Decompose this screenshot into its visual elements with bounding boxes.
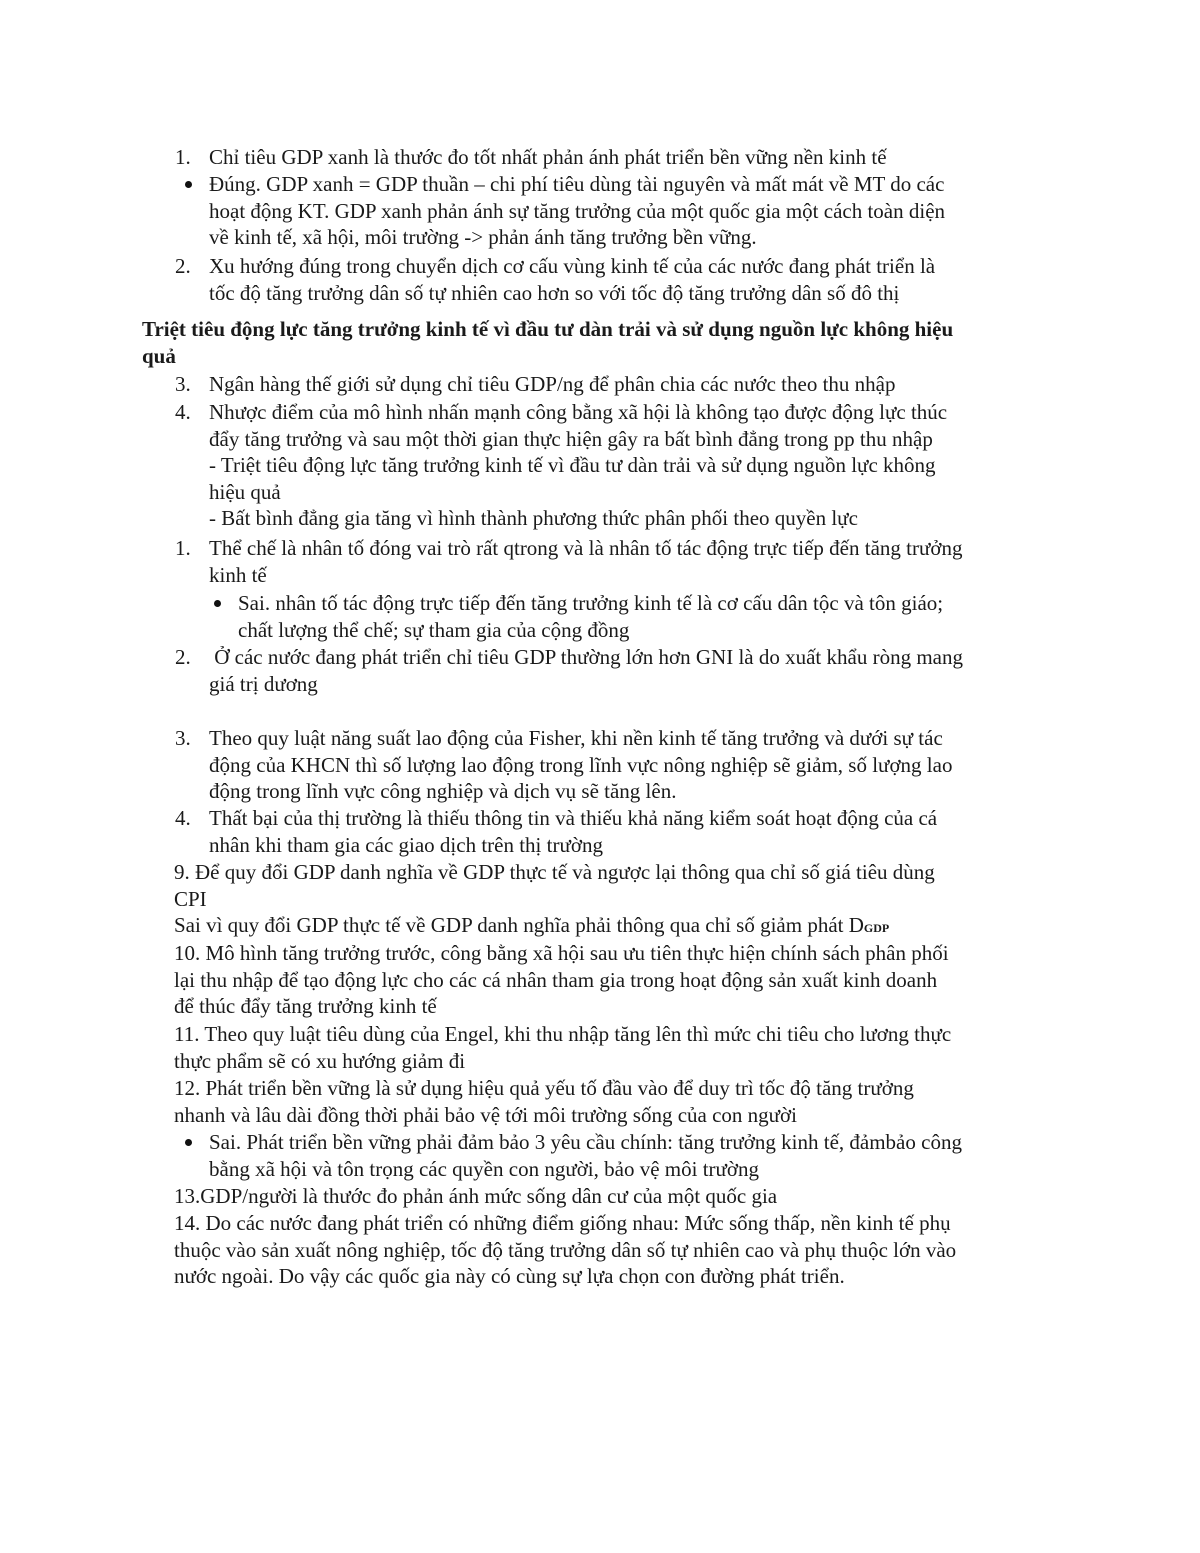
question-11 — [174, 1021, 1069, 1074]
question-6 — [175, 644, 1069, 697]
question-line: tốc độ tăng trưởng dân số tự nhiên cao hơn so với tốc độ tăng trưởng dân số đô thị — [209, 280, 900, 305]
question-9 — [174, 859, 1069, 942]
question-line: 14. Do các nước đang phát triển có những điểm giống nhau: Mức sống thấp, nền kinh tế phụ — [174, 1211, 951, 1235]
bullet-icon — [185, 181, 192, 188]
list-number: 4. — [175, 806, 191, 830]
list-number: 1. — [175, 145, 191, 169]
question-line: 9. Để quy đổi GDP danh nghĩa về GDP thực tế và ngược lại thông qua chỉ số giá tiêu dùng — [174, 860, 935, 884]
list-number: 3. — [175, 372, 191, 396]
question-14 — [174, 1210, 1069, 1290]
question-line: Thất bại của thị trường là thiếu thông tin và thiếu khả năng kiểm soát hoạt động của cá — [209, 806, 938, 830]
answer-line: - Bất bình đẳng gia tăng vì hình thành phương thức phân phối theo quyền lực — [209, 506, 858, 531]
list-number: 3. — [175, 726, 191, 750]
answer-12 — [209, 1129, 1069, 1182]
answer-line: - Triệt tiêu động lực tăng trưởng kinh tế vì đầu tư dàn trải và sử dụng nguồn lực không — [209, 453, 936, 478]
question-line: lại thu nhập để tạo động lực cho các cá nhân tham gia trong hoạt động sản xuất kinh doanh — [174, 967, 938, 992]
answer-1 — [209, 171, 1069, 251]
answer-line: hoạt động KT. GDP xanh phản ánh sự tăng trưởng của một quốc gia một cách toàn diện — [209, 198, 946, 223]
answer-line: chất lượng thể chế; sự tham gia của cộng đồng — [238, 617, 630, 642]
question-13 — [174, 1183, 1069, 1210]
question-10 — [174, 940, 1069, 1020]
question-4 — [175, 399, 1069, 532]
question-7 — [175, 725, 1069, 805]
question-line: Theo quy luật năng suất lao động của Fisher, khi nền kinh tế tăng trưởng và dưới sự tác — [209, 726, 943, 750]
question-line: 12. Phát triển bền vững là sử dụng hiệu quả yếu tố đầu vào để duy trì tốc độ tăng trưởng — [174, 1076, 914, 1100]
answer-line: Sai. nhân tố tác động trực tiếp đến tăng trưởng kinh tế là cơ cấu dân tộc và tôn giáo; — [238, 591, 944, 615]
question-line: Xu hướng đúng trong chuyển dịch cơ cấu vùng kinh tế của các nước đang phát triển là — [209, 254, 936, 278]
question-line: Nhược điểm của mô hình nhấn mạnh công bằng xã hội là không tạo được động lực thúc — [209, 400, 948, 424]
answer-subscript: GDP — [863, 921, 890, 936]
question-line: nước ngoài. Do vậy các quốc gia này có cùng sự lựa chọn con đường phát triển. — [174, 1264, 845, 1289]
list-number: 2. — [175, 645, 191, 669]
question-text: Chỉ tiêu GDP xanh là thước đo tốt nhất phản ánh phát triển bền vững nền kinh tế — [209, 145, 887, 169]
question-text: Ngân hàng thế giới sử dụng chỉ tiêu GDP/ng để phân chia các nước theo thu nhập — [209, 372, 896, 396]
answer-text: Sai vì quy đổi GDP thực tế về GDP danh nghĩa phải thông qua chỉ số giảm phát D — [174, 913, 864, 938]
question-5 — [175, 535, 1069, 588]
question-line: CPI — [174, 886, 207, 911]
answer-line: hiệu quả — [209, 479, 281, 504]
question-line: giá trị dương — [209, 671, 318, 696]
question-line: Thể chế là nhân tố đóng vai trò rất qtrong và là nhân tố tác động trực tiếp đến tăng trưởng — [209, 536, 963, 560]
heading-line: Triệt tiêu động lực tăng trưởng kinh tế vì đầu tư dàn trải và sử dụng nguồn lực không hiệu — [142, 317, 954, 341]
question-12 — [174, 1075, 1069, 1128]
question-line: để thúc đẩy tăng trưởng kinh tế — [174, 994, 437, 1019]
question-line: kinh tế — [209, 562, 267, 587]
question-line: thực phẩm sẽ có xu hướng giảm đi — [174, 1048, 466, 1073]
heading-line: quả — [142, 343, 176, 368]
answer-line: về kinh tế, xã hội, môi trường -> phản ánh tăng trưởng bền vững. — [209, 225, 757, 250]
answer-line: Sai. Phát triển bền vững phải đảm bảo 3 yêu cầu chính: tăng trưởng kinh tế, đảmbảo công — [209, 1130, 962, 1154]
bullet-icon — [214, 600, 221, 607]
bullet-icon — [185, 1139, 192, 1146]
question-line: nhân khi tham gia các giao dịch trên thị trường — [209, 832, 603, 857]
question-line: 10. Mô hình tăng trưởng trước, công bằng xã hội sau ưu tiên thực hiện chính sách phân phối — [174, 941, 949, 965]
question-line: Ở các nước đang phát triển chỉ tiêu GDP thường lớn hơn GNI là do xuất khẩu ròng mang — [209, 645, 963, 669]
list-number: 2. — [175, 254, 191, 278]
question-3 — [175, 371, 1069, 398]
question-line: 11. Theo quy luật tiêu dùng của Engel, khi thu nhập tăng lên thì mức chi tiêu cho lương thực — [174, 1022, 952, 1046]
question-line: đẩy tăng trưởng và sau một thời gian thực hiện gây ra bất bình đẳng trong pp thu nhập — [209, 426, 933, 451]
section-heading — [142, 316, 1072, 369]
question-2 — [175, 253, 1069, 306]
question-line: nhanh và lâu dài đồng thời phải bảo vệ tới môi trường sống của con người — [174, 1102, 797, 1127]
question-8 — [175, 805, 1069, 858]
question-line: thuộc vào sản xuất nông nghiệp, tốc độ tăng trưởng dân số tự nhiên cao và phụ thuộc lớn vào — [174, 1237, 957, 1262]
list-number: 4. — [175, 400, 191, 424]
question-1 — [175, 144, 1069, 171]
list-number: 1. — [175, 536, 191, 560]
answer-5 — [238, 590, 1068, 643]
question-text: 13.GDP/người là thước đo phản ánh mức sống dân cư của một quốc gia — [174, 1184, 778, 1208]
answer-line: Đúng. GDP xanh = GDP thuần – chi phí tiêu dùng tài nguyên và mất mát về MT do các — [209, 172, 945, 196]
answer-line — [174, 912, 1069, 942]
answer-line: bằng xã hội và tôn trọng các quyền con người, bảo vệ môi trường — [209, 1156, 760, 1181]
question-line: động của KHCN thì số lượng lao động trong lĩnh vực nông nghiệp sẽ giảm, số lượng lao — [209, 752, 953, 777]
question-line: động trong lĩnh vực công nghiệp và dịch vụ sẽ tăng lên. — [209, 779, 677, 804]
